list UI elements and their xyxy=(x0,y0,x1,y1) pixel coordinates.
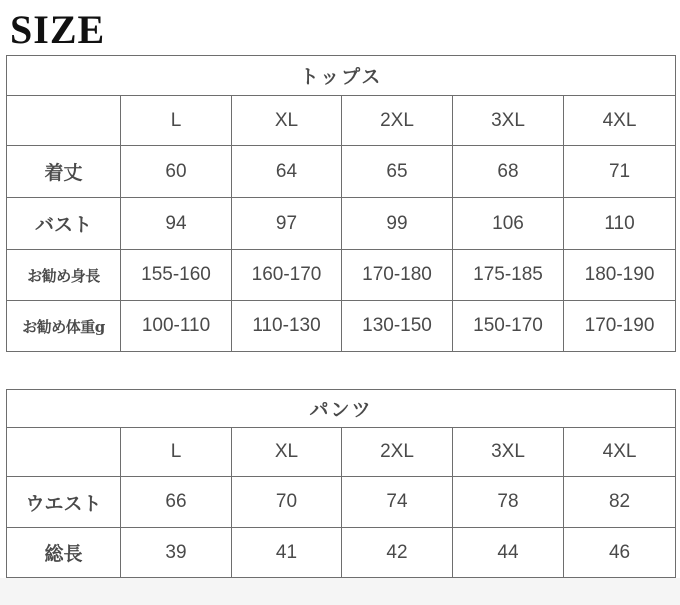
table-cell: 65 xyxy=(342,146,453,198)
size-header: L xyxy=(121,428,232,477)
tops-size-table xyxy=(6,55,676,352)
table-cell: 70 xyxy=(232,477,342,528)
row-label-total-length: 総長 xyxy=(7,528,121,578)
table-cell: 60 xyxy=(121,146,232,198)
table-cell: 82 xyxy=(564,477,676,528)
table-cell: 130-150 xyxy=(342,301,453,352)
size-header: 2XL xyxy=(342,96,453,146)
table-cell: 66 xyxy=(121,477,232,528)
table-cell: 180-190 xyxy=(564,250,676,301)
table-cell: 74 xyxy=(342,477,453,528)
table-cell: 42 xyxy=(342,528,453,578)
page-title: SIZE xyxy=(10,7,106,52)
pants-caption: パンツ xyxy=(7,390,676,428)
header-corner xyxy=(7,428,121,477)
pants-size-table xyxy=(6,389,676,578)
size-header: 3XL xyxy=(453,96,564,146)
header-corner xyxy=(7,96,121,146)
size-header: L xyxy=(121,96,232,146)
table-cell: 71 xyxy=(564,146,676,198)
table-cell: 170-180 xyxy=(342,250,453,301)
table-cell: 46 xyxy=(564,528,676,578)
size-header: 3XL xyxy=(453,428,564,477)
size-header: 4XL xyxy=(564,428,676,477)
bottom-fade xyxy=(0,578,680,605)
table-cell: 68 xyxy=(453,146,564,198)
size-header: 2XL xyxy=(342,428,453,477)
row-label-weight: お勧め体重g xyxy=(7,301,121,352)
table-cell: 110-130 xyxy=(232,301,342,352)
row-label-waist: ウエスト xyxy=(7,477,121,528)
table-cell: 44 xyxy=(453,528,564,578)
table-cell: 78 xyxy=(453,477,564,528)
table-cell: 160-170 xyxy=(232,250,342,301)
table-cell: 64 xyxy=(232,146,342,198)
table-cell: 41 xyxy=(232,528,342,578)
size-header: 4XL xyxy=(564,96,676,146)
table-cell: 170-190 xyxy=(564,301,676,352)
table-cell: 106 xyxy=(453,198,564,250)
table-cell: 175-185 xyxy=(453,250,564,301)
table-cell: 110 xyxy=(564,198,676,250)
row-label-length: 着丈 xyxy=(7,146,121,198)
table-cell: 99 xyxy=(342,198,453,250)
size-header: XL xyxy=(232,428,342,477)
table-cell: 97 xyxy=(232,198,342,250)
table-cell: 155-160 xyxy=(121,250,232,301)
tops-caption: トップス xyxy=(7,56,676,96)
table-cell: 94 xyxy=(121,198,232,250)
table-cell: 150-170 xyxy=(453,301,564,352)
row-label-bust: バスト xyxy=(7,198,121,250)
size-header: XL xyxy=(232,96,342,146)
table-cell: 39 xyxy=(121,528,232,578)
row-label-height: お勧め身長 xyxy=(7,250,121,301)
table-cell: 100-110 xyxy=(121,301,232,352)
